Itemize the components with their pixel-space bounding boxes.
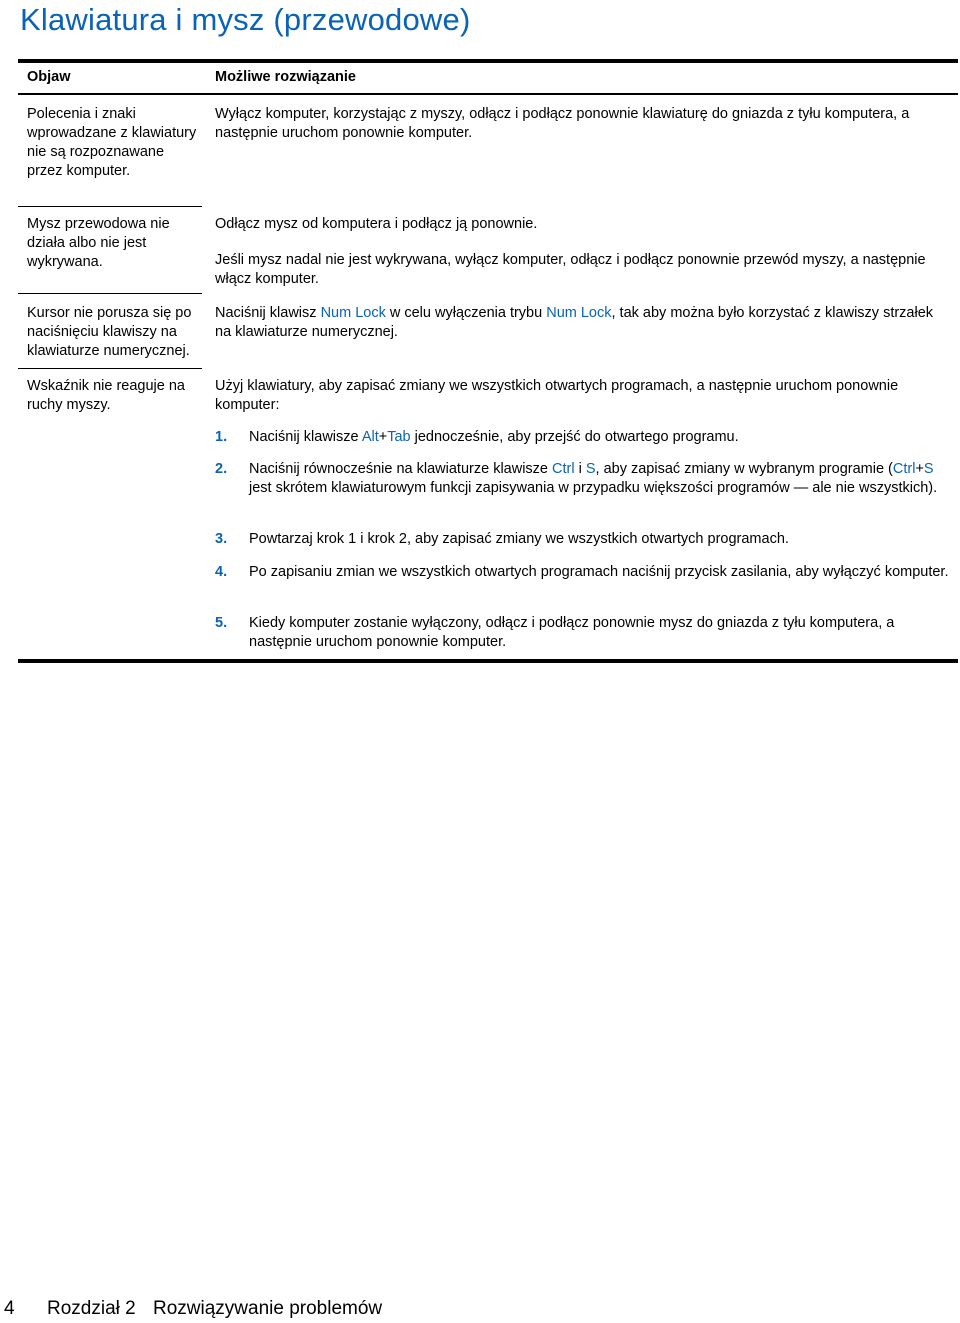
header-symptom: Objaw [27,69,71,85]
step-text [249,460,949,498]
text-span: i [574,461,586,477]
solution-intro: Użyj klawiatury, aby zapisać zmiany we wszystkich otwartych programach, a następnie uruchom ponownie komputer: [215,378,899,413]
symptom-mouse: Mysz przewodowa nie działa albo nie jest wykrywana. [27,216,170,270]
text-span: Naciśnij klawisze [249,429,362,445]
page-title: Klawiatura i mysz (przewodowe) [20,2,471,37]
key-s: S [585,461,596,477]
key-alt: Alt [361,429,379,445]
solution-mouse-cable: Jeśli mysz nadal nie jest wykrywana, wyłącz komputer, odłącz i podłącz ponownie przewód myszy, a następnie włącz komputer. [215,252,926,287]
symptom-cursor: Kursor nie porusza się po naciśnięciu klawiszy na klawiaturze numerycznej. [27,305,192,359]
key-num-lock: Num Lock [546,305,612,321]
step-text: Powtarzaj krok 1 i krok 2, aby zapisać zmiany we wszystkich otwartych programach. [249,531,789,547]
step-number: 5. [215,615,228,631]
row-divider [18,368,202,369]
symptom-pointer: Wskaźnik nie reaguje na ruchy myszy. [27,378,185,413]
table-top-rule [18,59,958,63]
text-span: + [378,429,388,445]
solution-keyboard: Wyłącz komputer, korzystając z myszy, odłącz i podłącz ponownie klawiaturę do gniazda z tyłu komputera, a następnie uruchom ponownie komputer. [215,106,910,141]
step-text [249,428,949,447]
key-ctrl: Ctrl [892,461,916,477]
symptom-keyboard: Polecenia i znaki wprowadzane z klawiatury nie są rozpoznawane przez komputer. [27,106,197,179]
header-solution: Możliwe rozwiązanie [215,69,356,85]
text-span: jednocześnie, aby przejść do otwartego programu. [410,429,739,445]
text-span: , tak aby można było korzystać z klawiszy strzałek na klawiaturze numerycznej. [215,305,934,340]
step-number: 4. [215,564,228,580]
row-divider [18,206,202,207]
list-item [215,563,950,582]
key-s: S [923,461,934,477]
text-span: w celu wyłączenia trybu [385,305,547,321]
list-item [215,460,950,498]
step-number: 1. [215,429,228,445]
text-span: , aby zapisać zmiany w wybranym programie ( [595,461,893,477]
header-rule [18,93,958,95]
list-item [215,530,950,549]
page-number: 4 [4,1298,15,1319]
solution-mouse-reconnect: Odłącz mysz od komputera i podłącz ją ponownie. [215,216,538,232]
key-tab: Tab [387,429,411,445]
table-bottom-rule [18,659,958,663]
list-item [215,428,950,447]
text-span: jest skrótem klawiaturowym funkcji zapisywania w przypadku większości programów — ale nie wszystkich). [249,480,938,496]
step-number: 3. [215,531,228,547]
step-text: Kiedy komputer zostanie wyłączony, odłącz i podłącz ponownie mysz do gniazda z tyłu komputera, a następnie uruchom ponownie komputer. [249,615,895,650]
step-number: 2. [215,461,228,477]
row-divider [18,293,202,294]
list-item [215,614,950,652]
text-span: + [915,461,924,477]
footer-chapter-title: Rozwiązywanie problemów [153,1298,383,1319]
text-span: Naciśnij równocześnie na klawiaturze klawisze [249,461,553,477]
key-num-lock: Num Lock [320,305,386,321]
step-text: Po zapisaniu zmian we wszystkich otwartych programach naciśnij przycisk zasilania, aby wyłączyć komputer. [249,564,949,580]
text-span: Naciśnij klawisz [215,305,321,321]
key-ctrl: Ctrl [552,461,575,477]
footer-chapter: Rozdział 2 [47,1298,136,1319]
solution-numlock [215,304,950,342]
